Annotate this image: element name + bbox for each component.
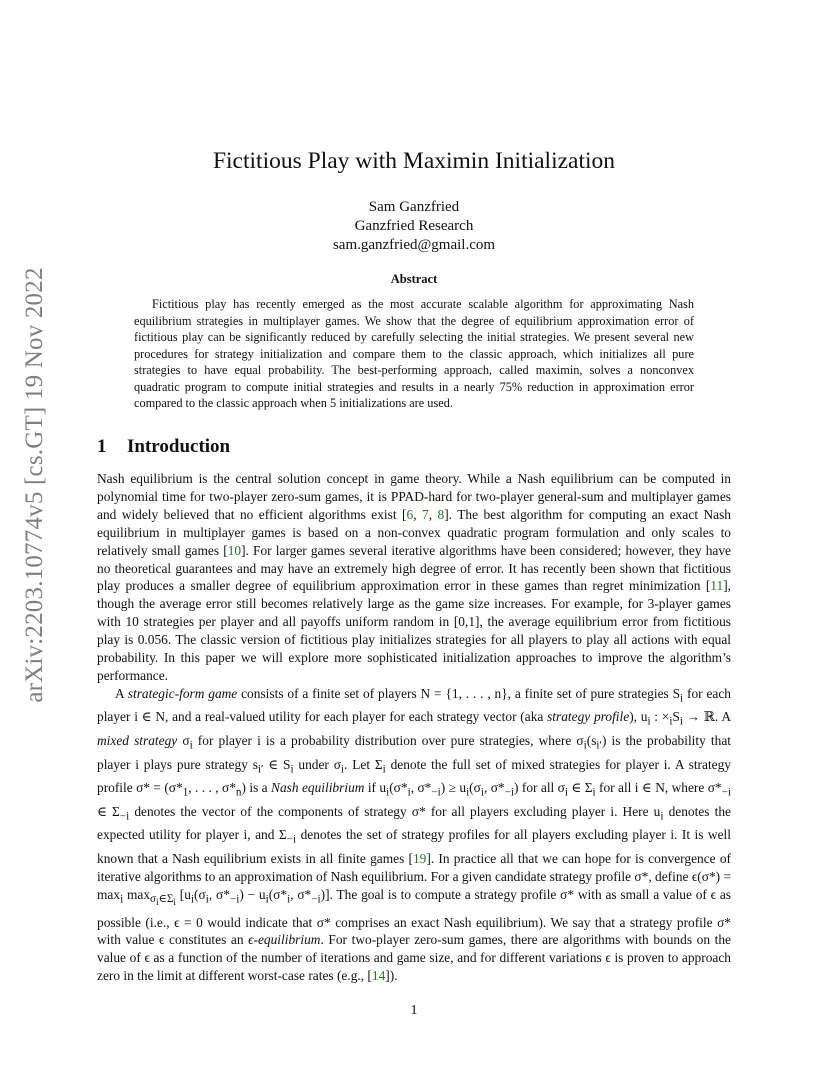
body-text [97,470,731,985]
author-affiliation: Ganzfried Research [354,218,474,234]
abstract-text: Fictitious play has recently emerged as the most accurate scalable algorithm for approximating Nash equilibrium strategies in multiplayer games. We show that the degree of equilibrium approximation error of fictitious play can be significantly reduced by carefully selecting the initial strategies. We present several new procedures for strategy initialization and compare them to the classic approach, which initializes all pure strategies to have equal probability. The best-performing approach, called maximin, solves a nonconvex quadratic program to compute initial strategies and results in a nearly 75% reduction in approximation error compared to the classic approach when 5 initializations are used. [134,297,694,410]
citation-link[interactable]: 10 [227,542,242,558]
arxiv-stamp-text: arXiv:2203.10774v5 [cs.GT] 19 Nov 2022 [21,267,48,703]
citation-link[interactable]: 8 [437,506,445,522]
section-number: 1 [97,436,107,457]
section-heading [97,436,230,458]
author-email[interactable]: sam.ganzfried@gmail.com [332,237,496,253]
citation-link[interactable]: 19 [412,850,427,866]
section-title: Introduction [127,436,231,457]
paragraph-2: A strategic-form game consists of a finite set of players N = {1, . . . , n}, a finite set of pure strategies $S_i$ for each player i ∈ N, and a real-valued utility for each player for each strategy vector (aka strategy profile), $u_i$ : $\times_iS_i$ → ℝ. A mixed strategy $\sigma_i$ for player i is a probability distribution over pure strategies, where $\sigma_i(s_{i'})$ is the probability that player i plays pure strategy $s_{i'}$ ∈ $S_i$ under $\sigma_i$. Let $\Sigma_i$ denote the full set of mixed strategies for player i. A strategy profile $\sigma* = (\sigma*_1$, . . . , $\sigma*_n$) is a Nash equilibrium if $u_i(\sigma*_i$, $\sigma*_{-i}) \ge u_i(\sigma_i$, $\sigma*_{-i}$) for all $\sigma_i$ ∈ $\Sigma_i$ for all i ∈ N, where $\sigma*_{-i}$ ∈ $\Sigma_{-i}$ denotes the vector of the components of strategy σ* for all players excluding player i. Here $u_i$ denotes the expected utility for player i, and $\Sigma_{-i}$ denotes the set of strategy profiles for all players excluding player i. It is well known that a Nash equilibrium exists in all finite games [19]. In practice all that we can hope for is convergence of iterative algorithms to an approximation of Nash equilibrium. For a given candidate strategy profile σ*, define $\epsilon(\sigma*) = \max_i \max_{\sigma_i\in\Sigma_i} [u_i(\sigma_i$, $\sigma*_{-i}) - u_i(\sigma*_i$, $\sigma*_{-i}$)]. The goal is to compute a strategy profile σ* with as small a value of ϵ as possible (i.e., ϵ = 0 would indicate that σ* comprises an exact Nash equilibrium). We say that a strategy profile σ* with value ϵ constitutes an ϵ-equilibrium. For two-player zero-sum games, there are algorithms with bounds on the value of ϵ as a function of the number of iterations and game size, and for different variations ϵ is proven to approach zero in the limit at different worst-case rates (e.g., [14]). [97,685,732,984]
citation-link[interactable]: 6 [406,506,414,522]
paper-title: Fictitious Play with Maximin Initialization [212,148,616,174]
author-name: Sam Ganzfried [368,199,460,215]
arxiv-stamp [20,267,50,703]
citation-link[interactable]: 14 [371,968,386,984]
citation-link[interactable]: 7 [421,506,429,522]
abstract-heading: Abstract [390,272,438,286]
citation-link[interactable]: 11 [710,578,724,594]
paragraph-1: Nash equilibrium is the central solution concept in game theory. While a Nash equilibrium can be computed in polynomial time for two-player zero-sum games, it is PPAD-hard for two-player general-sum and multiplayer games and widely believed that no efficient algorithms exist [6, 7, 8]. The best algorithm for computing an exact Nash equilibrium in multiplayer games is based on a non-convex quadratic program formulation and only scales to relatively small games [10]. For larger games several iterative algorithms have been considered; however, they have no theoretical guarantees and may have an extremely high degree of error. It has recently been shown that fictitious play produces a smaller degree of equilibrium approximation error in these games than regret minimization [11], though the average error still becomes relatively large as the game size increases. For example, for 3-player games with 10 strategies per player and all payoffs uniform random in [0,1], the average equilibrium error from fictitious play is 0.056. The classic version of fictitious play initializes strategies for all players to play all actions with equal probability. In this paper we will explore more sophisticated initialization approaches to improve the algorithm’s performance. [97,471,731,683]
page-number: 1 [410,1003,418,1018]
